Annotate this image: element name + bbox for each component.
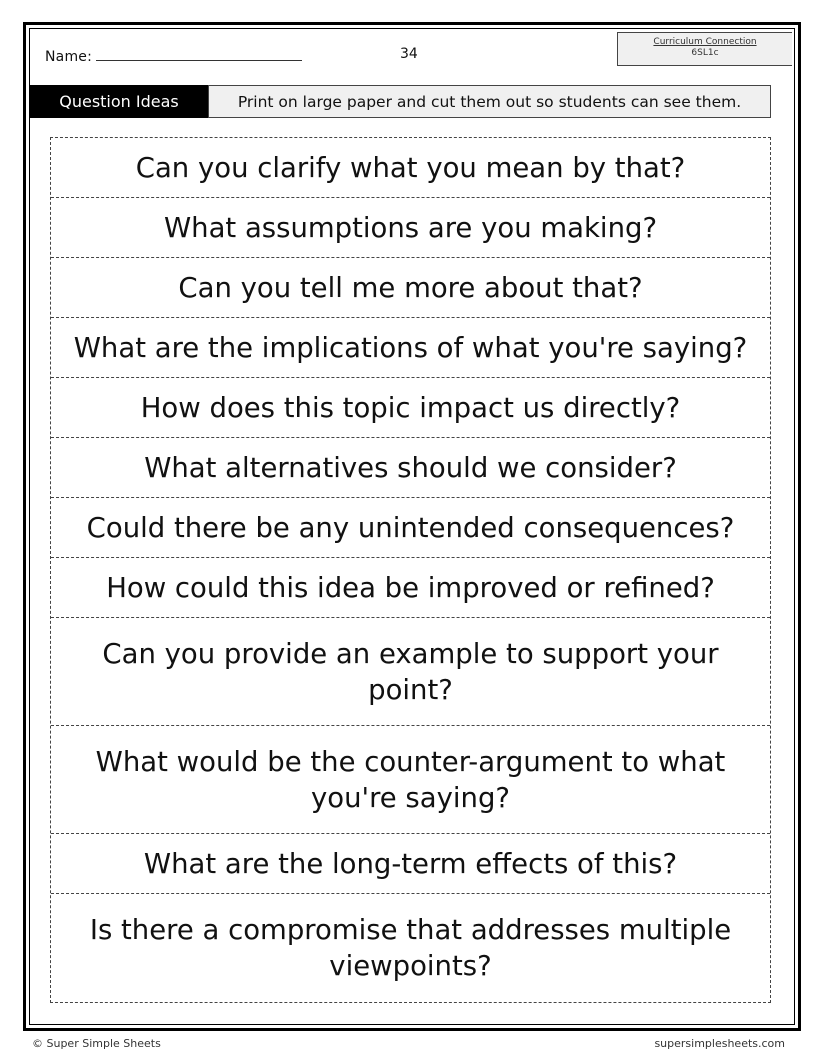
footer-website: supersimplesheets.com bbox=[654, 1037, 785, 1050]
question-card: Can you clarify what you mean by that? bbox=[51, 138, 770, 198]
question-card: What alternatives should we consider? bbox=[51, 438, 770, 498]
question-card: How could this idea be improved or refined? bbox=[51, 558, 770, 618]
question-card: What assumptions are you making? bbox=[51, 198, 770, 258]
curriculum-connection-box bbox=[617, 32, 792, 66]
footer-copyright: © Super Simple Sheets bbox=[32, 1037, 161, 1050]
question-card: What are the implications of what you're saying? bbox=[51, 318, 770, 378]
question-card: What are the long-term effects of this? bbox=[51, 834, 770, 894]
question-card: Can you tell me more about that? bbox=[51, 258, 770, 318]
name-blank-line bbox=[96, 46, 302, 61]
question-card-list bbox=[50, 137, 771, 1003]
question-card: Could there be any unintended consequences? bbox=[51, 498, 770, 558]
question-card: What would be the counter-argument to what you're saying? bbox=[51, 726, 770, 834]
page-number: 34 bbox=[400, 46, 418, 62]
name-field bbox=[45, 46, 302, 65]
banner-instruction: Print on large paper and cut them out so students can see them. bbox=[208, 85, 771, 118]
question-card: Is there a compromise that addresses multiple viewpoints? bbox=[89, 914, 732, 982]
banner-label: Question Ideas bbox=[30, 85, 208, 118]
name-label: Name: bbox=[45, 49, 93, 65]
question-card: Can you provide an example to support your point? bbox=[51, 618, 770, 726]
curriculum-code: 6SL1c bbox=[691, 48, 719, 58]
section-banner bbox=[30, 85, 771, 118]
question-card: How does this topic impact us directly? bbox=[51, 378, 770, 438]
curriculum-title: Curriculum Connection bbox=[653, 37, 757, 47]
